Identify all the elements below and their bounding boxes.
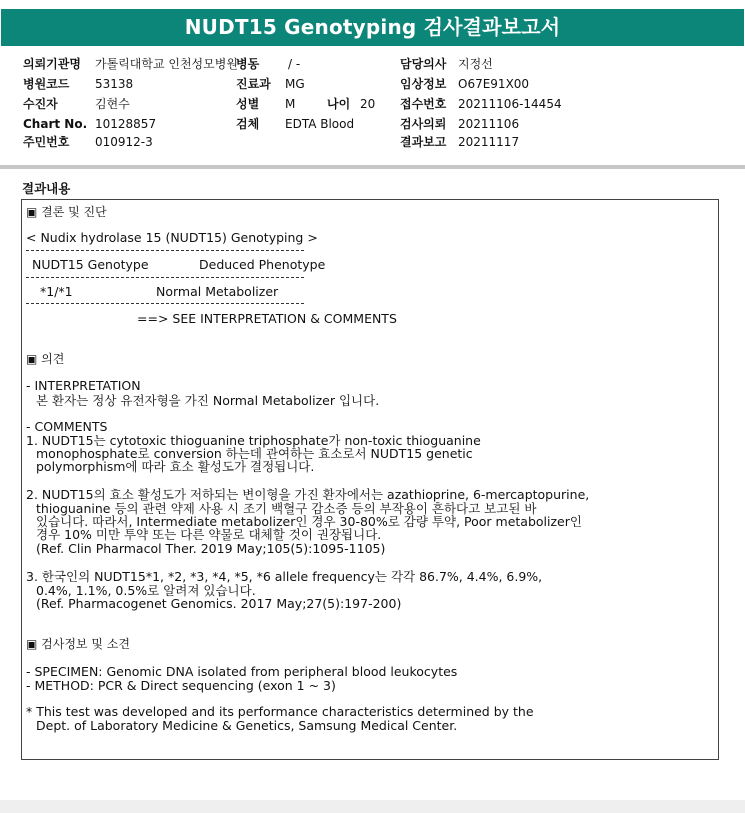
hospital-code-label: 병원코드 [23,77,70,91]
resident-number-label: 주민번호 [23,135,70,149]
department-value: MG [285,77,305,91]
genotype-column-header: NUDT15 Genotype [32,257,149,272]
patient-name-value: 김현수 [95,97,130,111]
specimen-label: 검체 [236,117,260,131]
chart-number-value: 10128857 [95,117,157,131]
result-box [21,199,719,760]
interpretation-title: - INTERPRETATION [26,378,141,393]
ward-label: 병동 [236,57,260,71]
receipt-number-label: 접수번호 [400,97,447,111]
comment-1-line: monophosphate로 conversion 하는데 관여하는 효소로서 NUDT15 genetic [36,446,473,461]
specimen-description: - SPECIMEN: Genomic DNA isolated from peripheral blood leukocytes [26,664,458,679]
test-request-label: 검사의뢰 [400,117,447,131]
result-section-title: 결과내용 [22,181,71,196]
comment-3-line: 0.4%, 1.1%, 0.5%로 알려져 있습니다. [36,583,256,598]
comment-2-line: 2. NUDT15의 효소 활성도가 저하되는 변이형을 가진 환자에서는 azathioprine, 6-mercaptopurine, [26,487,590,502]
method-description: - METHOD: PCR & Direct sequencing (exon 1 ~ 3) [26,678,336,693]
comments-title: - COMMENTS [26,419,108,434]
comment-2-reference: (Ref. Clin Pharmacol Ther. 2019 May;105(5):1095-1105) [36,541,386,556]
comment-2-line: thioguanine 등의 관련 약제 사용 시 조기 백혈구 감소증 등의 부작용이 흔하다고 보고된 바 [36,501,537,516]
comment-3-reference: (Ref. Pharmacogenet Genomics. 2017 May;27(5):197-200) [36,596,402,611]
bottom-strip [0,800,745,813]
phenotype-value: Normal Metabolizer [156,284,279,299]
disclaimer-line: Dept. of Laboratory Medicine & Genetics, Samsung Medical Center. [36,718,458,733]
patient-name-label: 수진자 [23,97,58,111]
comment-2-line: 있습니다. 따라서, Intermediate metabolizer인 경우 30-80%로 감량 투약, Poor metabolizer인 [36,514,582,529]
age-label: 나이 [327,97,351,111]
age-value: 20 [360,97,376,111]
comment-3-line: 3. 한국인의 NUDT15*1, *2, *3, *4, *5, *6 allele frequency는 각각 86.7%, 4.4%, 6.9%, [26,569,543,584]
attending-doctor-value: 지정선 [458,57,493,71]
specimen-value: EDTA Blood [285,117,355,131]
sex-label: 성별 [236,97,260,111]
comment-2-line: 경우 10% 미만 투약 또는 다른 약물로 대체할 것이 권장됩니다. [36,527,382,542]
ward-value: / - [288,57,301,71]
result-report-label: 결과보고 [400,135,447,149]
conclusion-heading: ▣ 결론 및 진단 [26,205,107,219]
header-divider [0,165,745,169]
test-title: < Nudix hydrolase 15 (NUDT15) Genotyping > [26,230,318,245]
interpretation-text: 본 환자는 정상 유전자형을 가진 Normal Metabolizer 입니다. [36,393,380,408]
genotype-value: *1/*1 [40,284,73,299]
clinical-info-label: 임상정보 [400,77,447,91]
test-info-heading: ▣ 검사정보 및 소견 [26,637,130,651]
opinion-heading: ▣ 의견 [26,352,65,366]
phenotype-column-header: Deduced Phenotype [199,257,326,272]
comment-1-line: 1. NUDT15는 cytotoxic thioguanine triphosphate가 non-toxic thioguanine [26,433,481,448]
dashed-divider [26,277,304,278]
dashed-divider [26,250,304,251]
comment-1-line: polymorphism에 따라 효소 활성도가 결정됩니다. [36,459,315,474]
requesting-institution-value: 가톨릭대학교 인천성모병원 [95,57,238,71]
test-request-value: 20211106 [458,117,520,131]
disclaimer-line: * This test was developed and its performance characteristics determined by the [26,704,534,719]
result-report-value: 20211117 [458,135,520,149]
see-interpretation-note: ==> SEE INTERPRETATION & COMMENTS [137,311,397,326]
resident-number-value: 010912-3 [95,135,153,149]
report-title: NUDT15 Genotyping 검사결과보고서 [1,9,744,46]
receipt-number-value: 20211106-14454 [458,97,562,111]
dashed-divider [26,303,304,304]
sex-value: M [285,97,296,111]
clinical-info-value: O67E91X00 [458,77,530,91]
attending-doctor-label: 담당의사 [400,57,447,71]
chart-number-label: Chart No. [23,117,88,131]
hospital-code-value: 53138 [95,77,134,91]
requesting-institution-label: 의뢰기관명 [23,57,81,71]
department-label: 진료과 [236,77,271,91]
